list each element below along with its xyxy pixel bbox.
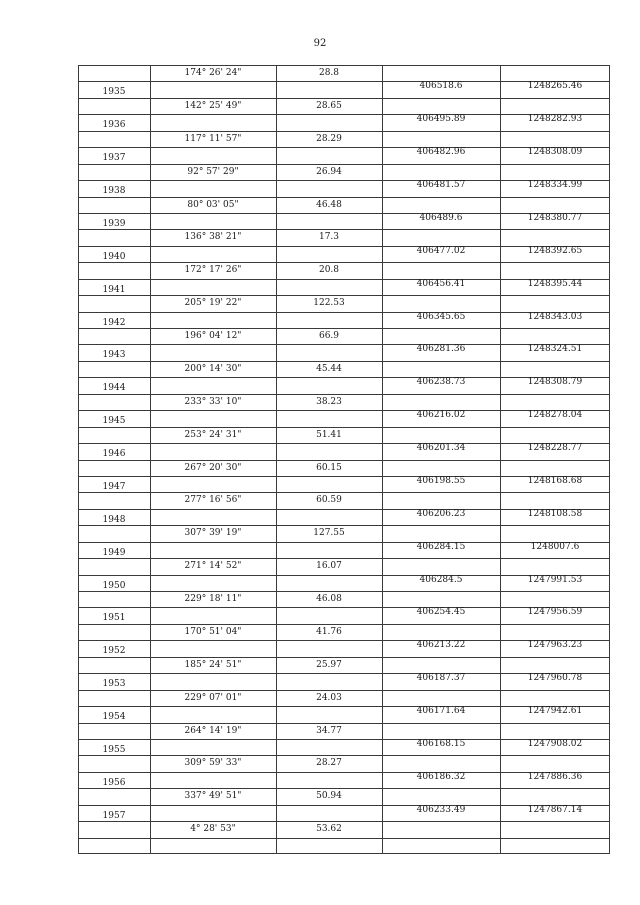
distance-cell: 25.97 [316, 659, 342, 670]
station-id-cell: 1936 [102, 120, 126, 131]
northing-cell: 406518.6 [419, 81, 463, 92]
bearing-cell: 233° 33' 10" [184, 396, 242, 407]
easting-cell: 1248392.65 [527, 245, 583, 256]
bearing-cell: 229° 18' 11" [184, 594, 242, 605]
distance-cell: 34.77 [316, 725, 342, 736]
table-top-rule [78, 65, 610, 66]
page-number: 92 [313, 38, 327, 49]
distance-cell: 50.94 [316, 791, 342, 802]
bearing-cell: 309° 59' 33" [184, 758, 242, 769]
station-id-cell: 1950 [102, 580, 126, 591]
northing-cell: 406495.89 [416, 114, 466, 125]
bearing-cell: 200° 14' 30" [184, 363, 242, 374]
row-rule [78, 657, 610, 658]
bearing-cell: 170° 51' 04" [184, 626, 242, 637]
northing-cell: 406254.45 [416, 607, 466, 618]
northing-cell: 406233.49 [416, 804, 466, 815]
row-rule [78, 460, 610, 461]
northing-cell: 406216.02 [416, 410, 466, 421]
bearing-cell: 4° 28' 53" [190, 824, 236, 835]
station-id-cell: 1942 [102, 317, 126, 328]
northing-cell: 406456.41 [416, 278, 466, 289]
northing-cell: 406186.32 [416, 771, 466, 782]
station-id-cell: 1949 [102, 547, 126, 558]
easting-cell: 1248168.68 [527, 475, 583, 486]
row-rule [78, 624, 610, 625]
survey-coordinate-table [78, 65, 610, 854]
station-id-cell: 1946 [102, 449, 126, 460]
station-id-cell: 1948 [102, 514, 126, 525]
row-rule [78, 164, 610, 165]
easting-cell: 1248324.51 [527, 344, 583, 355]
station-id-cell: 1935 [102, 87, 126, 98]
station-id-cell: 1951 [102, 613, 126, 624]
table-bottom-rule [78, 853, 610, 854]
northing-cell: 406206.23 [416, 508, 466, 519]
northing-cell: 406345.65 [416, 311, 466, 322]
northing-cell: 406489.6 [419, 212, 463, 223]
station-id-cell: 1955 [102, 744, 126, 755]
distance-cell: 28.27 [316, 758, 342, 769]
easting-cell: 1248380.77 [527, 212, 583, 223]
easting-cell: 1248395.44 [527, 278, 583, 289]
easting-cell: 1248308.09 [527, 147, 583, 158]
bearing-cell: 92° 57' 29" [187, 166, 239, 177]
row-rule [78, 755, 610, 756]
easting-cell: 1248334.99 [527, 180, 583, 191]
easting-cell: 1248343.03 [527, 311, 583, 322]
northing-cell: 406281.36 [416, 344, 466, 355]
distance-cell: 122.53 [313, 298, 345, 309]
easting-cell: 1247942.61 [527, 706, 583, 717]
northing-cell: 406168.15 [416, 738, 466, 749]
easting-cell: 1248278.04 [527, 410, 583, 421]
row-rule [78, 295, 610, 296]
row-rule [78, 788, 610, 789]
row-rule [78, 361, 610, 362]
bearing-cell: 174° 26' 24" [184, 68, 242, 79]
northing-cell: 406238.73 [416, 377, 466, 388]
bearing-cell: 80° 03' 05" [187, 199, 239, 210]
bearing-cell: 172° 17' 26" [184, 265, 242, 276]
easting-cell: 1247956.59 [527, 607, 583, 618]
bearing-cell: 117° 11' 57" [184, 133, 242, 144]
northing-cell: 406477.02 [416, 245, 466, 256]
bearing-cell: 267° 20' 30" [184, 462, 242, 473]
distance-cell: 51.41 [316, 429, 342, 440]
distance-cell: 28.65 [316, 100, 342, 111]
distance-cell: 60.15 [316, 462, 342, 473]
northing-cell: 406482.96 [416, 147, 466, 158]
distance-cell: 46.08 [316, 594, 342, 605]
distance-cell: 46.48 [316, 199, 342, 210]
distance-cell: 127.55 [313, 528, 345, 539]
northing-cell: 406198.55 [416, 475, 466, 486]
northing-cell: 406171.64 [416, 706, 466, 717]
easting-cell: 1247960.78 [527, 673, 583, 684]
station-id-cell: 1938 [102, 186, 126, 197]
distance-cell: 45.44 [316, 363, 342, 374]
bearing-cell: 229° 07' 01" [184, 692, 242, 703]
station-id-cell: 1937 [102, 153, 126, 164]
northing-cell: 406187.37 [416, 673, 466, 684]
station-id-cell: 1947 [102, 481, 126, 492]
distance-cell: 53.62 [316, 824, 342, 835]
bearing-cell: 136° 38' 21" [184, 232, 242, 243]
station-id-cell: 1939 [102, 218, 126, 229]
distance-cell: 24.03 [316, 692, 342, 703]
easting-cell: 1247867.14 [527, 804, 583, 815]
northing-cell: 406284.5 [419, 574, 463, 585]
row-rule [78, 591, 610, 592]
bearing-cell: 271° 14' 52" [184, 561, 242, 572]
station-id-cell: 1953 [102, 679, 126, 690]
bearing-cell: 205° 19' 22" [184, 298, 242, 309]
row-rule [78, 723, 610, 724]
row-rule [78, 492, 610, 493]
row-rule [78, 229, 610, 230]
northing-cell: 406284.15 [416, 541, 466, 552]
row-rule [78, 98, 610, 99]
northing-cell: 406481.57 [416, 180, 466, 191]
easting-cell: 1248007.6 [530, 541, 580, 552]
distance-cell: 16.07 [316, 561, 342, 572]
northing-cell: 406201.34 [416, 443, 466, 454]
distance-cell: 28.8 [318, 68, 340, 79]
distance-cell: 60.59 [316, 495, 342, 506]
station-id-cell: 1943 [102, 350, 126, 361]
station-id-cell: 1957 [102, 810, 126, 821]
distance-cell: 26.94 [316, 166, 342, 177]
easting-cell: 1247991.53 [527, 574, 583, 585]
row-rule [78, 558, 610, 559]
northing-cell: 406213.22 [416, 640, 466, 651]
row-rule [78, 328, 610, 329]
row-rule [78, 525, 610, 526]
distance-cell: 38.23 [316, 396, 342, 407]
distance-cell: 28.29 [316, 133, 342, 144]
bearing-cell: 264° 14' 19" [184, 725, 242, 736]
bearing-cell: 142° 25' 49" [184, 100, 242, 111]
bearing-cell: 307° 39' 19" [184, 528, 242, 539]
station-id-cell: 1952 [102, 646, 126, 657]
row-rule [78, 690, 610, 691]
row-rule [78, 394, 610, 395]
row-rule [78, 821, 610, 822]
distance-cell: 17.3 [318, 232, 340, 243]
row-rule [78, 427, 610, 428]
station-id-cell: 1940 [102, 251, 126, 262]
easting-cell: 1248228.77 [527, 443, 583, 454]
easting-cell: 1247908.02 [527, 738, 583, 749]
row-rule [78, 131, 610, 132]
easting-cell: 1248265.46 [527, 81, 583, 92]
station-id-cell: 1941 [102, 284, 126, 295]
distance-cell: 41.76 [316, 626, 342, 637]
bearing-cell: 277° 16' 56" [184, 495, 242, 506]
easting-cell: 1247963.23 [527, 640, 583, 651]
easting-cell: 1248282.93 [527, 114, 583, 125]
station-id-cell: 1945 [102, 416, 126, 427]
row-rule [78, 838, 610, 839]
station-id-cell: 1956 [102, 777, 126, 788]
row-rule [78, 197, 610, 198]
bearing-cell: 337° 49' 51" [184, 791, 242, 802]
easting-cell: 1248108.58 [527, 508, 583, 519]
station-id-cell: 1944 [102, 383, 126, 394]
bearing-cell: 196° 04' 12" [184, 331, 242, 342]
easting-cell: 1248308.79 [527, 377, 583, 388]
station-id-cell: 1954 [102, 712, 126, 723]
easting-cell: 1247886.36 [527, 771, 583, 782]
bearing-cell: 253° 24' 31" [184, 429, 242, 440]
distance-cell: 66.9 [318, 331, 340, 342]
row-rule [78, 262, 610, 263]
distance-cell: 20.8 [318, 265, 340, 276]
bearing-cell: 185° 24' 51" [184, 659, 242, 670]
